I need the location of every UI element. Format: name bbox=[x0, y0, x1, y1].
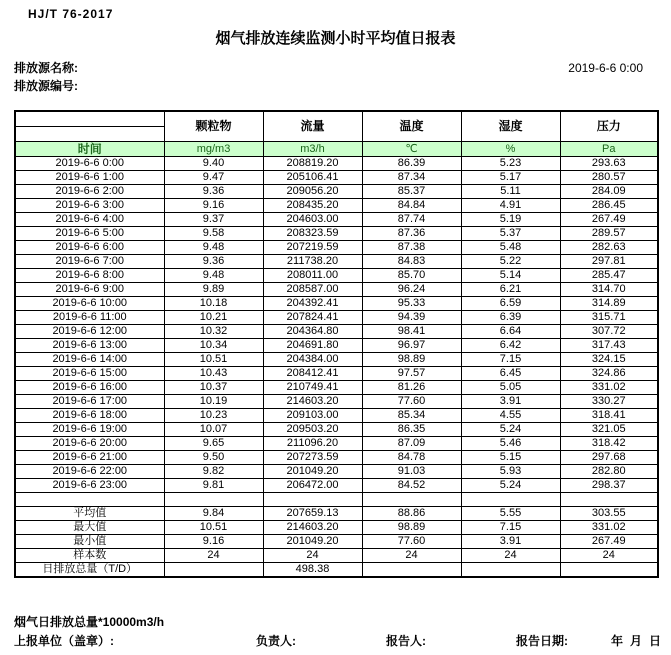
value-cell: 9.65 bbox=[164, 437, 263, 451]
table-row bbox=[15, 171, 658, 185]
value-cell: 286.45 bbox=[560, 199, 658, 213]
value-cell: 307.72 bbox=[560, 325, 658, 339]
value-cell: 91.03 bbox=[362, 465, 461, 479]
monitor-table bbox=[14, 110, 659, 578]
value-cell: 330.27 bbox=[560, 395, 658, 409]
value-cell: 298.37 bbox=[560, 479, 658, 493]
value-cell: 10.07 bbox=[164, 423, 263, 437]
time-cell: 2019-6-6 17:00 bbox=[15, 395, 164, 409]
time-cell: 2019-6-6 7:00 bbox=[15, 255, 164, 269]
table-row bbox=[15, 227, 658, 241]
value-cell: 284.09 bbox=[560, 185, 658, 199]
value-cell: 86.39 bbox=[362, 157, 461, 171]
table-row bbox=[15, 283, 658, 297]
value-cell: 9.37 bbox=[164, 213, 263, 227]
time-cell: 2019-6-6 8:00 bbox=[15, 269, 164, 283]
value-cell: 9.48 bbox=[164, 241, 263, 255]
source-name-label: 排放源名称: bbox=[14, 61, 78, 75]
value-cell: 87.34 bbox=[362, 171, 461, 185]
summary-label: 日排放总量（T/D） bbox=[15, 563, 164, 578]
signature-line bbox=[14, 632, 661, 649]
value-cell: 5.37 bbox=[461, 227, 560, 241]
time-cell: 2019-6-6 12:00 bbox=[15, 325, 164, 339]
summary-value-cell: 10.51 bbox=[164, 521, 263, 535]
value-cell: 208819.20 bbox=[263, 157, 362, 171]
value-cell: 6.45 bbox=[461, 367, 560, 381]
table-row bbox=[15, 297, 658, 311]
value-cell: 297.68 bbox=[560, 451, 658, 465]
value-cell: 85.34 bbox=[362, 409, 461, 423]
time-cell: 2019-6-6 3:00 bbox=[15, 199, 164, 213]
time-cell: 2019-6-6 4:00 bbox=[15, 213, 164, 227]
summary-value-cell: 77.60 bbox=[362, 535, 461, 549]
summary-value-cell: 9.84 bbox=[164, 507, 263, 521]
reporter-label: 报告人: bbox=[386, 634, 426, 648]
value-cell: 204364.80 bbox=[263, 325, 362, 339]
table-row bbox=[15, 255, 658, 269]
table-row bbox=[15, 325, 658, 339]
total-emission-note: 烟气日排放总量*10000m3/h bbox=[14, 615, 165, 629]
value-cell: 84.84 bbox=[362, 199, 461, 213]
time-cell: 2019-6-6 11:00 bbox=[15, 311, 164, 325]
value-cell: 9.50 bbox=[164, 451, 263, 465]
value-cell: 77.60 bbox=[362, 395, 461, 409]
value-cell: 5.19 bbox=[461, 213, 560, 227]
summary-row bbox=[15, 563, 658, 578]
value-cell: 210749.41 bbox=[263, 381, 362, 395]
time-cell: 2019-6-6 0:00 bbox=[15, 157, 164, 171]
value-cell: 87.38 bbox=[362, 241, 461, 255]
value-cell: 9.58 bbox=[164, 227, 263, 241]
value-cell: 201049.20 bbox=[263, 465, 362, 479]
value-cell: 208587.00 bbox=[263, 283, 362, 297]
header-row-names bbox=[15, 111, 658, 127]
value-cell: 324.86 bbox=[560, 367, 658, 381]
table-row bbox=[15, 409, 658, 423]
table-row bbox=[15, 185, 658, 199]
summary-row bbox=[15, 507, 658, 521]
time-cell: 2019-6-6 13:00 bbox=[15, 339, 164, 353]
summary-label: 最大值 bbox=[15, 521, 164, 535]
source-name-line bbox=[14, 59, 643, 76]
standard-code: HJ/T 76-2017 bbox=[28, 7, 114, 21]
time-cell: 2019-6-6 22:00 bbox=[15, 465, 164, 479]
value-cell: 267.49 bbox=[560, 213, 658, 227]
value-cell: 9.36 bbox=[164, 185, 263, 199]
time-cell: 2019-6-6 2:00 bbox=[15, 185, 164, 199]
value-cell: 206472.00 bbox=[263, 479, 362, 493]
value-cell: 314.70 bbox=[560, 283, 658, 297]
value-cell: 96.97 bbox=[362, 339, 461, 353]
table-row bbox=[15, 395, 658, 409]
value-cell: 87.36 bbox=[362, 227, 461, 241]
value-cell: 84.78 bbox=[362, 451, 461, 465]
summary-label: 样本数 bbox=[15, 549, 164, 563]
value-cell: 84.52 bbox=[362, 479, 461, 493]
header-row-units bbox=[15, 142, 658, 157]
value-cell: 5.93 bbox=[461, 465, 560, 479]
value-cell: 9.81 bbox=[164, 479, 263, 493]
value-cell: 9.40 bbox=[164, 157, 263, 171]
table-row bbox=[15, 269, 658, 283]
day-label: 日 bbox=[648, 634, 661, 648]
value-cell: 9.82 bbox=[164, 465, 263, 479]
value-cell: 318.42 bbox=[560, 437, 658, 451]
value-cell: 98.89 bbox=[362, 353, 461, 367]
summary-value-cell: 267.49 bbox=[560, 535, 658, 549]
summary-value-cell: 24 bbox=[560, 549, 658, 563]
summary-row bbox=[15, 521, 658, 535]
value-cell: 297.81 bbox=[560, 255, 658, 269]
value-cell: 317.43 bbox=[560, 339, 658, 353]
summary-row bbox=[15, 535, 658, 549]
report-datetime: 2019-6-6 0:00 bbox=[568, 61, 643, 75]
value-cell: 204603.00 bbox=[263, 213, 362, 227]
table-row bbox=[15, 367, 658, 381]
table-row bbox=[15, 157, 658, 171]
summary-value-cell bbox=[362, 563, 461, 578]
unit-pressure: Pa bbox=[560, 142, 658, 157]
value-cell: 324.15 bbox=[560, 353, 658, 367]
value-cell: 6.59 bbox=[461, 297, 560, 311]
unit-humidity: % bbox=[461, 142, 560, 157]
time-column-header: 时间 bbox=[15, 142, 164, 157]
value-cell: 282.80 bbox=[560, 465, 658, 479]
value-cell: 9.36 bbox=[164, 255, 263, 269]
summary-value-cell bbox=[560, 563, 658, 578]
summary-value-cell: 9.16 bbox=[164, 535, 263, 549]
value-cell: 207824.41 bbox=[263, 311, 362, 325]
value-cell: 280.57 bbox=[560, 171, 658, 185]
summary-value-cell: 5.55 bbox=[461, 507, 560, 521]
table-row bbox=[15, 479, 658, 493]
value-cell: 204392.41 bbox=[263, 297, 362, 311]
value-cell: 208011.00 bbox=[263, 269, 362, 283]
value-cell: 9.89 bbox=[164, 283, 263, 297]
summary-value-cell: 7.15 bbox=[461, 521, 560, 535]
time-cell: 2019-6-6 18:00 bbox=[15, 409, 164, 423]
page-title: 烟气排放连续监测小时平均值日报表 bbox=[215, 30, 456, 47]
table-row bbox=[15, 451, 658, 465]
time-cell: 2019-6-6 10:00 bbox=[15, 297, 164, 311]
value-cell: 5.15 bbox=[461, 451, 560, 465]
value-cell: 86.35 bbox=[362, 423, 461, 437]
value-cell: 9.48 bbox=[164, 269, 263, 283]
value-cell: 6.64 bbox=[461, 325, 560, 339]
value-cell: 87.74 bbox=[362, 213, 461, 227]
value-cell: 5.23 bbox=[461, 157, 560, 171]
time-cell: 2019-6-6 9:00 bbox=[15, 283, 164, 297]
value-cell: 5.24 bbox=[461, 479, 560, 493]
table-row bbox=[15, 241, 658, 255]
value-cell: 10.21 bbox=[164, 311, 263, 325]
value-cell: 204384.00 bbox=[263, 353, 362, 367]
time-cell: 2019-6-6 21:00 bbox=[15, 451, 164, 465]
value-cell: 208412.41 bbox=[263, 367, 362, 381]
unit-pm: mg/m3 bbox=[164, 142, 263, 157]
unit-temp: ℃ bbox=[362, 142, 461, 157]
value-cell: 85.37 bbox=[362, 185, 461, 199]
report-date-label: 报告日期: bbox=[516, 634, 568, 648]
summary-value-cell bbox=[164, 563, 263, 578]
value-cell: 96.24 bbox=[362, 283, 461, 297]
summary-value-cell: 303.55 bbox=[560, 507, 658, 521]
value-cell: 10.18 bbox=[164, 297, 263, 311]
summary-value-cell: 88.86 bbox=[362, 507, 461, 521]
value-cell: 5.46 bbox=[461, 437, 560, 451]
value-cell: 282.63 bbox=[560, 241, 658, 255]
value-cell: 4.55 bbox=[461, 409, 560, 423]
value-cell: 209103.00 bbox=[263, 409, 362, 423]
value-cell: 6.42 bbox=[461, 339, 560, 353]
value-cell: 208323.59 bbox=[263, 227, 362, 241]
time-cell: 2019-6-6 23:00 bbox=[15, 479, 164, 493]
table-row bbox=[15, 213, 658, 227]
table-row bbox=[15, 381, 658, 395]
table-row bbox=[15, 437, 658, 451]
value-cell: 98.41 bbox=[362, 325, 461, 339]
summary-row bbox=[15, 549, 658, 563]
value-cell: 10.43 bbox=[164, 367, 263, 381]
value-cell: 84.83 bbox=[362, 255, 461, 269]
value-cell: 208435.20 bbox=[263, 199, 362, 213]
summary-value-cell: 24 bbox=[263, 549, 362, 563]
value-cell: 315.71 bbox=[560, 311, 658, 325]
table-row bbox=[15, 339, 658, 353]
table-row bbox=[15, 423, 658, 437]
value-cell: 6.39 bbox=[461, 311, 560, 325]
time-cell: 2019-6-6 16:00 bbox=[15, 381, 164, 395]
value-cell: 5.05 bbox=[461, 381, 560, 395]
summary-label: 平均值 bbox=[15, 507, 164, 521]
value-cell: 314.89 bbox=[560, 297, 658, 311]
time-cell: 2019-6-6 19:00 bbox=[15, 423, 164, 437]
value-cell: 10.51 bbox=[164, 353, 263, 367]
col-header-flow: 流量 bbox=[263, 111, 362, 142]
manager-label: 负责人: bbox=[256, 634, 296, 648]
value-cell: 4.91 bbox=[461, 199, 560, 213]
value-cell: 6.21 bbox=[461, 283, 560, 297]
header-empty-cell-top bbox=[15, 111, 164, 127]
summary-value-cell bbox=[461, 563, 560, 578]
month-label: 月 bbox=[629, 634, 642, 648]
source-code-label: 排放源编号: bbox=[14, 79, 78, 93]
time-cell: 2019-6-6 15:00 bbox=[15, 367, 164, 381]
col-header-pressure: 压力 bbox=[560, 111, 658, 142]
value-cell: 3.91 bbox=[461, 395, 560, 409]
value-cell: 207273.59 bbox=[263, 451, 362, 465]
value-cell: 10.37 bbox=[164, 381, 263, 395]
empty-separator-row bbox=[15, 493, 658, 507]
time-cell: 2019-6-6 20:00 bbox=[15, 437, 164, 451]
summary-value-cell: 498.38 bbox=[263, 563, 362, 578]
time-cell: 2019-6-6 6:00 bbox=[15, 241, 164, 255]
summary-value-cell: 201049.20 bbox=[263, 535, 362, 549]
value-cell: 321.05 bbox=[560, 423, 658, 437]
value-cell: 204691.80 bbox=[263, 339, 362, 353]
time-cell: 2019-6-6 14:00 bbox=[15, 353, 164, 367]
value-cell: 211738.20 bbox=[263, 255, 362, 269]
year-label: 年 bbox=[611, 634, 624, 648]
col-header-humidity: 湿度 bbox=[461, 111, 560, 142]
value-cell: 207219.59 bbox=[263, 241, 362, 255]
summary-value-cell: 3.91 bbox=[461, 535, 560, 549]
value-cell: 94.39 bbox=[362, 311, 461, 325]
table-row bbox=[15, 311, 658, 325]
value-cell: 5.11 bbox=[461, 185, 560, 199]
value-cell: 10.23 bbox=[164, 409, 263, 423]
summary-label: 最小值 bbox=[15, 535, 164, 549]
summary-value-cell: 24 bbox=[164, 549, 263, 563]
value-cell: 10.34 bbox=[164, 339, 263, 353]
report-date-ymd bbox=[611, 632, 661, 649]
col-header-pm: 颗粒物 bbox=[164, 111, 263, 142]
summary-value-cell: 331.02 bbox=[560, 521, 658, 535]
source-code-line bbox=[14, 77, 78, 95]
value-cell: 81.26 bbox=[362, 381, 461, 395]
summary-value-cell: 24 bbox=[362, 549, 461, 563]
value-cell: 318.41 bbox=[560, 409, 658, 423]
unit-flow: m3/h bbox=[263, 142, 362, 157]
value-cell: 5.24 bbox=[461, 423, 560, 437]
table-row bbox=[15, 353, 658, 367]
value-cell: 211096.20 bbox=[263, 437, 362, 451]
summary-value-cell: 98.89 bbox=[362, 521, 461, 535]
value-cell: 289.57 bbox=[560, 227, 658, 241]
value-cell: 209056.20 bbox=[263, 185, 362, 199]
value-cell: 87.09 bbox=[362, 437, 461, 451]
value-cell: 5.14 bbox=[461, 269, 560, 283]
value-cell: 9.16 bbox=[164, 199, 263, 213]
value-cell: 205106.41 bbox=[263, 171, 362, 185]
summary-value-cell: 207659.13 bbox=[263, 507, 362, 521]
value-cell: 9.47 bbox=[164, 171, 263, 185]
value-cell: 10.19 bbox=[164, 395, 263, 409]
value-cell: 85.70 bbox=[362, 269, 461, 283]
col-header-temp: 温度 bbox=[362, 111, 461, 142]
time-cell: 2019-6-6 1:00 bbox=[15, 171, 164, 185]
reporting-unit-label: 上报单位（盖章）: bbox=[14, 634, 114, 648]
value-cell: 209503.20 bbox=[263, 423, 362, 437]
table-row bbox=[15, 199, 658, 213]
value-cell: 331.02 bbox=[560, 381, 658, 395]
table-row bbox=[15, 465, 658, 479]
value-cell: 95.33 bbox=[362, 297, 461, 311]
value-cell: 7.15 bbox=[461, 353, 560, 367]
value-cell: 5.48 bbox=[461, 241, 560, 255]
value-cell: 293.63 bbox=[560, 157, 658, 171]
value-cell: 214603.20 bbox=[263, 395, 362, 409]
value-cell: 97.57 bbox=[362, 367, 461, 381]
summary-value-cell: 214603.20 bbox=[263, 521, 362, 535]
value-cell: 5.22 bbox=[461, 255, 560, 269]
time-cell: 2019-6-6 5:00 bbox=[15, 227, 164, 241]
value-cell: 10.32 bbox=[164, 325, 263, 339]
header-empty-cell-bottom bbox=[15, 127, 164, 142]
summary-value-cell: 24 bbox=[461, 549, 560, 563]
value-cell: 5.17 bbox=[461, 171, 560, 185]
value-cell: 285.47 bbox=[560, 269, 658, 283]
